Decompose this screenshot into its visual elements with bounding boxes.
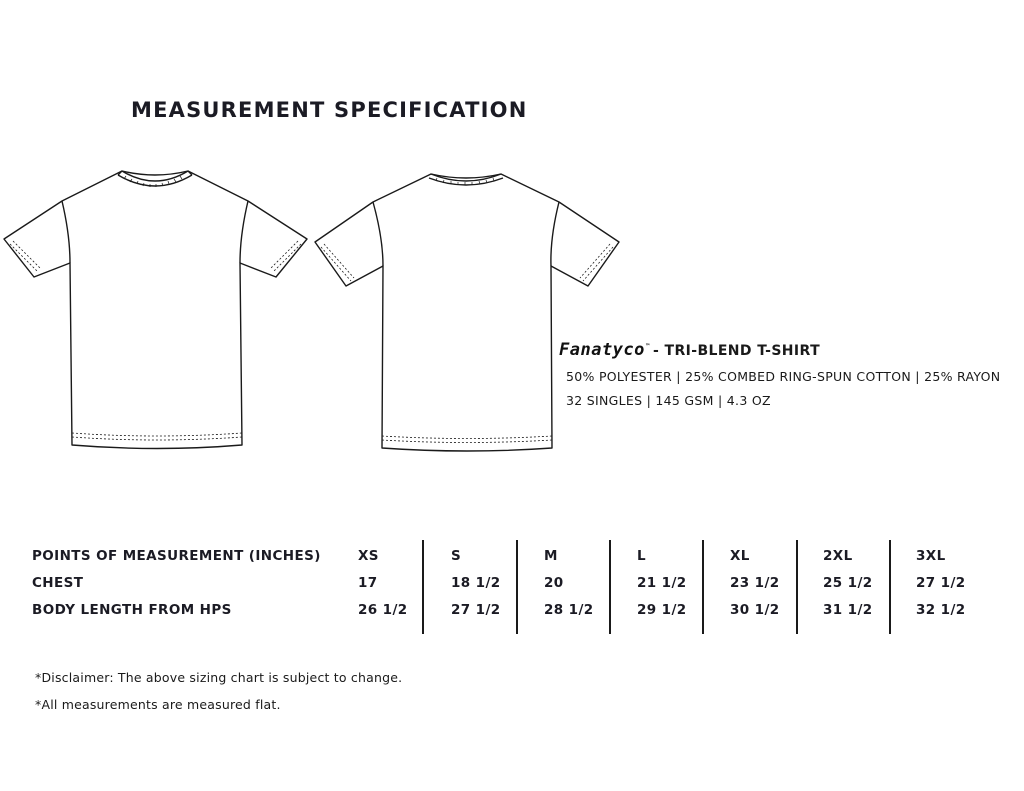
- chest-value-m: 20: [544, 575, 564, 591]
- disclaimer-note: *Disclaimer: The above sizing chart is subject to change.: [35, 670, 403, 685]
- page-title: MEASUREMENT SPECIFICATION: [131, 98, 528, 122]
- column-divider: [702, 540, 704, 634]
- length-value-xl: 30 1/2: [730, 602, 780, 618]
- table-header-label: POINTS OF MEASUREMENT (INCHES): [32, 548, 321, 564]
- length-value-m: 28 1/2: [544, 602, 594, 618]
- size-header-l: L: [637, 548, 647, 564]
- size-header-3xl: 3XL: [916, 548, 946, 564]
- measurement-note: *All measurements are measured flat.: [35, 697, 281, 712]
- size-header-xl: XL: [730, 548, 750, 564]
- product-heading: [559, 340, 820, 360]
- size-header-m: M: [544, 548, 558, 564]
- brand-logo: Fanatyco™: [559, 340, 651, 360]
- size-header-s: S: [451, 548, 462, 564]
- length-value-xs: 26 1/2: [358, 602, 408, 618]
- tshirt-back-illustration: [311, 168, 623, 458]
- chest-value-xs: 17: [358, 575, 378, 591]
- chest-value-3xl: 27 1/2: [916, 575, 966, 591]
- chest-value-2xl: 25 1/2: [823, 575, 873, 591]
- product-name: - TRI-BLEND T-SHIRT: [653, 343, 821, 359]
- fabric-weight: 32 SINGLES | 145 GSM | 4.3 OZ: [566, 393, 771, 408]
- size-header-xs: XS: [358, 548, 379, 564]
- size-header-2xl: 2XL: [823, 548, 853, 564]
- column-divider: [889, 540, 891, 634]
- fabric-composition: 50% POLYESTER | 25% COMBED RING-SPUN COTTON | 25% RAYON: [566, 369, 1001, 384]
- chest-value-xl: 23 1/2: [730, 575, 780, 591]
- length-value-s: 27 1/2: [451, 602, 501, 618]
- column-divider: [609, 540, 611, 634]
- length-value-3xl: 32 1/2: [916, 602, 966, 618]
- length-value-l: 29 1/2: [637, 602, 687, 618]
- column-divider: [422, 540, 424, 634]
- column-divider: [516, 540, 518, 634]
- chest-value-s: 18 1/2: [451, 575, 501, 591]
- chest-value-l: 21 1/2: [637, 575, 687, 591]
- row-label-body-length: BODY LENGTH FROM HPS: [32, 602, 232, 618]
- tshirt-front-illustration: [0, 165, 312, 457]
- row-label-chest: CHEST: [32, 575, 84, 591]
- column-divider: [796, 540, 798, 634]
- length-value-2xl: 31 1/2: [823, 602, 873, 618]
